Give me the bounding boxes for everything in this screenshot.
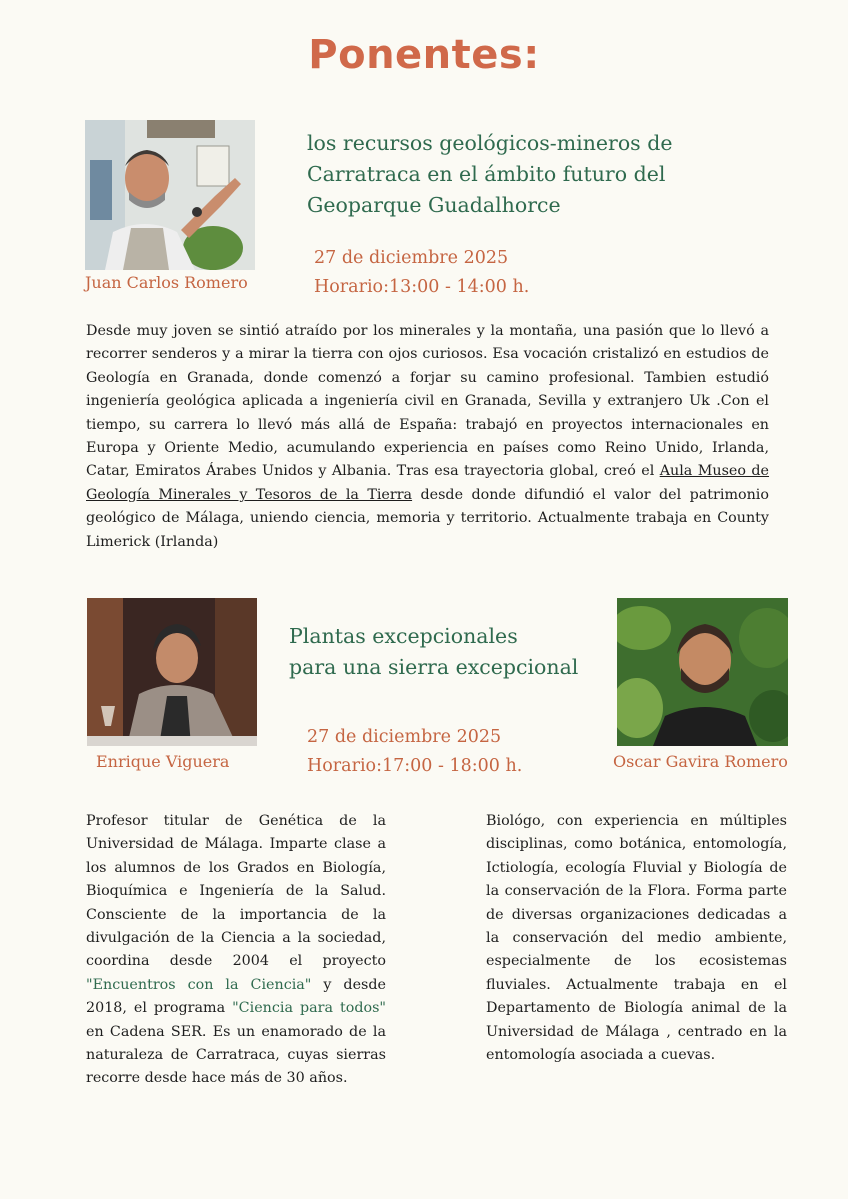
talk-time: Horario:13:00 - 14:00 h. xyxy=(314,277,530,297)
topic-line: Plantas excepcionales xyxy=(289,624,518,648)
speaker-name: Enrique Viguera xyxy=(96,752,230,771)
talk-topic xyxy=(307,128,747,221)
speaker-bio: Profesor titular de Genética de la Universidad de Málaga. Imparte clase a los alumnos de los Grados en Biología, Bioquímica e Ingeniería de la Salud. Consciente de la importancia de la divulgación de la Ciencia a la sociedad, coordina desde 2004 el proyecto "Encuentros con la Ciencia" y desde 2018, el programa "Ciencia para todos" en Cadena SER. Es un enamorado de la naturaleza de Carratraca, cuyas sierras recorre desde hace más de 30 años. xyxy=(86,813,386,1087)
topic-line: para una sierra excepcional xyxy=(289,655,579,679)
talk-time: Horario:17:00 - 18:00 h. xyxy=(307,756,523,776)
page-title: Ponentes: xyxy=(308,32,540,78)
talk-topic xyxy=(289,621,609,683)
talk-schedule xyxy=(307,723,522,781)
talk-date: 27 de diciembre 2025 xyxy=(307,727,502,747)
speaker-photo-juan-carlos xyxy=(85,120,255,270)
speaker-photo-oscar xyxy=(617,598,788,746)
museum-link[interactable]: Aula Museo de Geología Minerales y Tesoros de la Tierra xyxy=(86,463,770,503)
talk-date: 27 de diciembre 2025 xyxy=(314,248,509,268)
topic-line: Geoparque Guadalhorce xyxy=(307,193,561,217)
speaker-photo-enrique xyxy=(87,598,257,746)
speaker-bio: Desde muy joven se sintió atraído por los minerales y la montaña, una pasión que lo llevó a recorrer senderos y a mirar la tierra con ojos curiosos. Esa vocación cristalizó en estudios de Geología en Granada, donde comenzó a forjar su camino profesional. Tambien estudió ingeniería geológica aplicada a ingeniería civil en Granada, Sevilla y extranjero Uk .Con el tiempo, su carrera lo llevó más allá de España: trabajó en proyectos internacionales en Europa y Oriente Medio, acumulando experiencia en países como Reino Unido, Irlanda, Catar, Emiratos Árabes Unidos y Albania. Tras esa trayectoria global, creó el Aula Museo de Geología Minerales y Tesoros de la Tierra desde donde difundió el valor del patrimonio geológico de Málaga, uniendo ciencia, memoria y territorio. Actualmente trabaja en County Limerick (Irlanda) xyxy=(86,323,770,550)
speaker-name: Juan Carlos Romero xyxy=(85,273,248,292)
speaker-name: Oscar Gavira Romero xyxy=(613,752,788,771)
project-link: "Encuentros con la Ciencia" xyxy=(86,976,312,993)
talk-schedule xyxy=(314,244,529,302)
topic-line: Carratraca en el ámbito futuro del xyxy=(307,162,666,186)
topic-line: los recursos geológicos-mineros de xyxy=(307,131,673,155)
program-link: "Ciencia para todos" xyxy=(232,1000,386,1017)
speaker-bio: Biológo, con experiencia en múltiples disciplinas, como botánica, entomología, Ictiología, ecología Fluvial y Biología de la conservación de la Flora. Forma parte de diversas organizaciones dedicadas a la conservación del medio ambiente, especialmente de los ecosistemas fluviales. Actualmente trabaja en el Departamento de Biología animal de la Universidad de Málaga , centrado en la entomología asociada a cuevas. xyxy=(486,813,787,1064)
